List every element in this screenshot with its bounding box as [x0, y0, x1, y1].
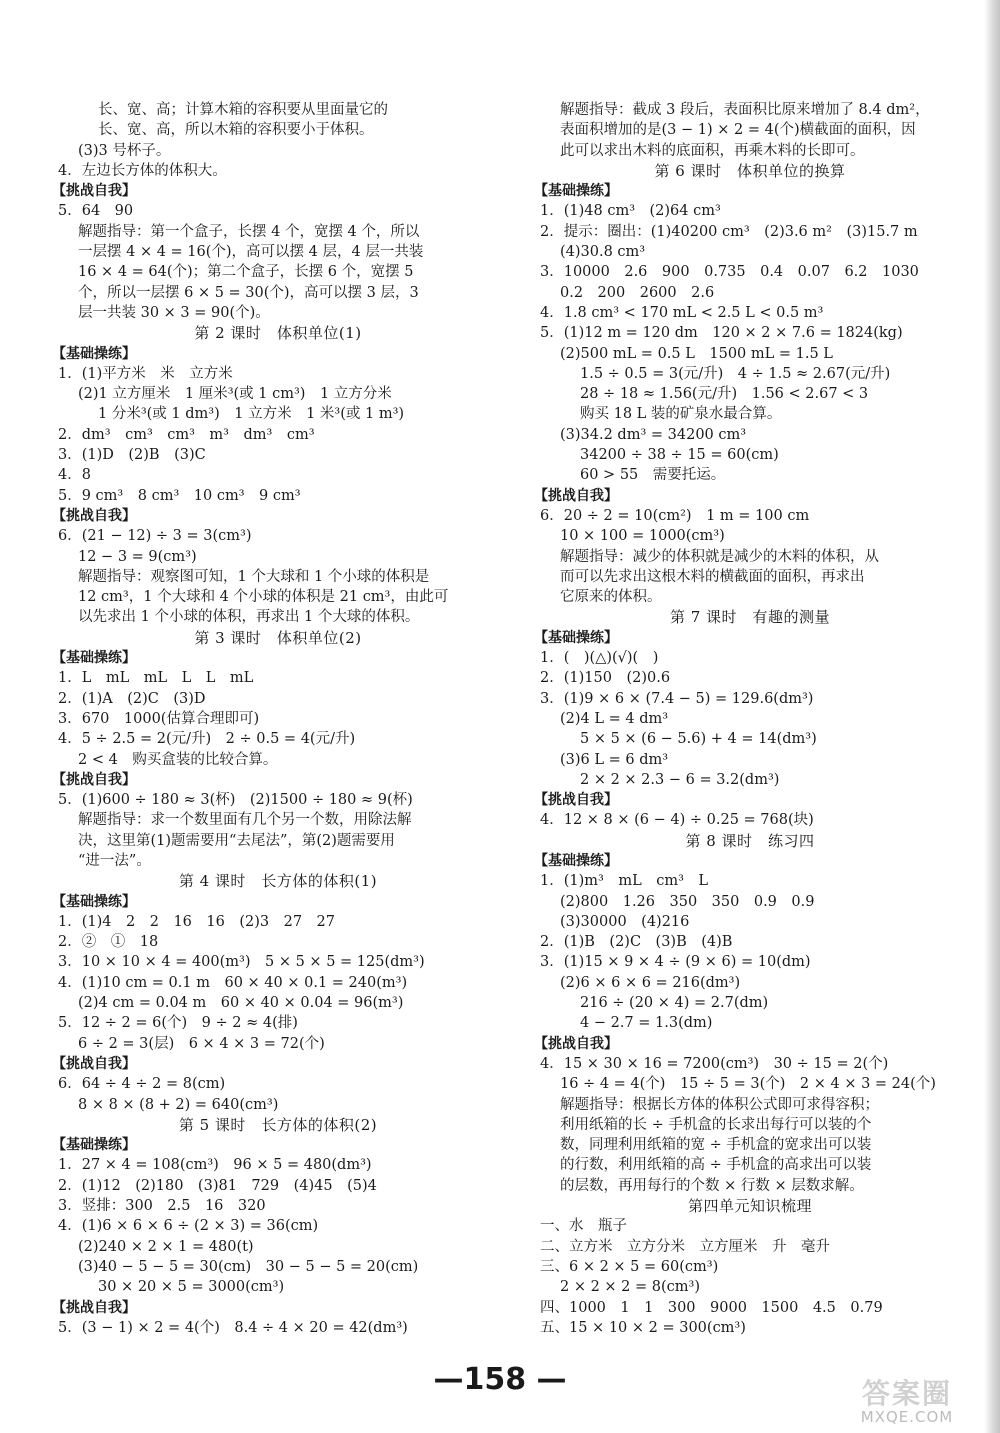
answer-line: 16 × 4 = 64(个)；第二个盒子，长摆 6 个，宽摆 5 [78, 264, 414, 281]
section-tag: 【挑战自我】 [52, 507, 136, 524]
page-number: —158 — [433, 1362, 567, 1397]
section-heading: 第 5 课时 长方体的体积(2) [178, 1115, 378, 1134]
answer-line: 表面积增加的是(3 − 1) × 2 = 4(个)横截面的面积，因 [560, 122, 916, 139]
answer-line: (2)500 mL = 0.5 L 1500 mL = 1.5 L [560, 345, 833, 362]
answer-line: 4．8 [58, 467, 91, 484]
answer-line: 长、宽、高；计算木箱的容积要从里面量它的 [98, 102, 388, 118]
answer-line: 60 > 55 需要托运。 [580, 467, 726, 484]
answer-line: 10 × 100 = 1000(cm³) [560, 528, 725, 545]
section-tag: 【挑战自我】 [52, 771, 136, 788]
answer-line: (2)6 × 6 × 6 = 216(dm³) [560, 974, 741, 991]
answer-line: (2)240 × 2 × 1 = 480(t) [78, 1238, 254, 1255]
answer-line: 一层摆 4 × 4 = 16(个)，高可以摆 4 层，4 层一共装 [78, 244, 424, 261]
answer-line: (2)800 1.26 350 350 0.9 0.9 [560, 893, 815, 910]
section-tag: 【基础操练】 [534, 183, 618, 200]
answer-line: 以先求出 1 个小球的体积，再求出 1 个大球的体积。 [78, 609, 420, 626]
answer-line: 6．20 ÷ 2 = 10(cm²) 1 m = 100 cm [540, 507, 810, 524]
answer-line: 6．(21 − 12) ÷ 3 = 3(cm³) [58, 528, 252, 545]
answer-line: 0.2 200 2600 2.6 [560, 284, 715, 301]
answer-line: 12 cm³，1 个大球和 4 个小球的体积是 21 cm³，由此可 [78, 589, 449, 606]
answer-line: 3．670 1000(估算合理即可) [58, 710, 260, 727]
answer-line: 216 ÷ (20 × 4) = 2.7(dm) [580, 995, 769, 1012]
answer-line: 5．12 ÷ 2 = 6(个) 9 ÷ 2 ≈ 4(排) [58, 1015, 298, 1032]
answer-line: 2．dm³ cm³ cm³ m³ dm³ cm³ [58, 426, 315, 443]
answer-line: 2．(1)B (2)C (3)B (4)B [540, 934, 733, 951]
answer-line: 解题指导：根据长方体的体积公式即可求得容积； [560, 1096, 879, 1113]
answer-line: 的行数，利用纸箱的高 ÷ 手机盒的高求出可以装 [560, 1157, 872, 1174]
answer-line: 层一共装 30 × 3 = 90(个)。 [78, 304, 270, 321]
answer-line: 决，这里第(1)题需要用“去尾法”，第(2)题需要用 [78, 832, 395, 849]
answer-line: 利用纸箱的长 ÷ 手机盒的长求出每行可以装的个 [560, 1116, 872, 1133]
answer-line: 此可以求出木料的底面积，再乘木料的长即可。 [560, 142, 865, 159]
answer-line: 5．9 cm³ 8 cm³ 10 cm³ 9 cm³ [58, 487, 301, 504]
answer-line: 2．提示：圈出：(1)40200 cm³ (2)3.6 m² (3)15.7 m [540, 223, 918, 240]
answer-line: 1．(1)48 cm³ (2)64 cm³ [540, 203, 721, 220]
right-column [534, 100, 960, 1338]
section-heading: 第 4 课时 长方体的体积(1) [178, 872, 378, 891]
section-heading: 第 6 课时 体积单位的换算 [654, 161, 846, 180]
section-tag: 【挑战自我】 [534, 792, 618, 809]
watermark-url: MXQE.COM [860, 1408, 954, 1426]
answer-line: 解题指导：截成 3 段后，表面积比原来增加了 8.4 dm²， [560, 102, 930, 118]
answer-line: 长、宽、高，所以木箱的容积要小于体积。 [98, 122, 374, 139]
answer-line: 6．64 ÷ 4 ÷ 2 = 8(cm) [58, 1076, 226, 1093]
section-heading: 第 7 课时 有趣的测量 [669, 608, 831, 627]
answer-line: (3)3 号杯子。 [78, 142, 171, 159]
answer-line: 6 ÷ 2 = 3(层) 6 × 4 × 3 = 72(个) [78, 1035, 325, 1052]
answer-line: 的层数，再用每行的个数 × 行数 × 层数求解。 [560, 1177, 864, 1194]
answer-line: 4．(1)10 cm = 0.1 m 60 × 40 × 0.1 = 240(m³) [58, 974, 408, 991]
answer-line: 三、6 × 2 × 5 = 60(cm³) [540, 1258, 719, 1275]
answer-line: (2)1 立方厘米 1 厘米³(或 1 cm³) 1 立方分米 [78, 386, 392, 403]
answer-line: 五、15 × 10 × 2 = 300(cm³) [540, 1319, 746, 1336]
left-column [52, 100, 498, 1338]
answer-line: 3．(1)9 × 6 × (7.4 − 5) = 129.6(dm³) [540, 690, 814, 707]
answer-line: 4．(1)6 × 6 × 6 ÷ (2 × 3) = 36(cm) [58, 1218, 319, 1235]
answer-line: (3)30000 (4)216 [560, 913, 690, 930]
section-tag: 【挑战自我】 [52, 183, 136, 200]
answer-line: 四、1000 1 1 300 9000 1500 4.5 0.79 [540, 1299, 883, 1316]
section-heading: 第 2 课时 体积单位(1) [194, 324, 362, 343]
answer-line: 1．(1)m³ mL cm³ L [540, 873, 709, 890]
answer-line: 16 ÷ 4 = 4(个) 15 ÷ 5 = 3(个) 2 × 4 × 3 = 24(个) [560, 1076, 936, 1093]
answer-line: 2．(1)A (2)C (3)D [58, 690, 206, 707]
answer-line: 1．(1)平方米 米 立方米 [58, 365, 233, 382]
answer-line: (4)30.8 cm³ [560, 244, 646, 261]
answer-line: 4．15 × 30 × 16 = 7200(cm³) 30 ÷ 15 = 2(个) [540, 1055, 889, 1072]
answer-line: 3．(1)15 × 9 × 4 ÷ (9 × 6) = 10(dm) [540, 954, 811, 971]
answer-line: 1．(1)4 2 2 16 16 (2)3 27 27 [58, 913, 336, 930]
section-tag: 【挑战自我】 [52, 1055, 136, 1072]
answer-line: 4．左边长方体的体积大。 [58, 162, 227, 179]
section-tag: 【基础操练】 [52, 893, 136, 910]
section-tag: 【挑战自我】 [534, 487, 618, 504]
answer-line: 1.5 ÷ 0.5 = 3(元/升) 4 ÷ 1.5 ≈ 2.67(元/升) [580, 365, 891, 382]
answer-line: 2．(1)12 (2)180 (3)81 729 (4)45 (5)4 [58, 1177, 377, 1194]
answer-line: 4．1.8 cm³ < 170 mL < 2.5 L < 0.5 m³ [540, 304, 824, 321]
answer-line: 4．12 × 8 × (6 − 4) ÷ 0.25 = 768(块) [540, 812, 814, 829]
answer-line: 4．5 ÷ 2.5 = 2(元/升) 2 ÷ 0.5 = 4(元/升) [58, 731, 356, 748]
section-heading: 第四单元知识梳理 [687, 1197, 812, 1216]
watermark-logo: 答案圈 [861, 1377, 952, 1410]
answer-line: 二、立方米 立方分米 立方厘米 升 毫升 [540, 1238, 830, 1255]
answer-line: “进一法”。 [78, 852, 151, 869]
answer-line: 而可以先求出这根木料的横截面的面积，再求出 [560, 568, 865, 585]
answer-line: 5．(3 − 1) × 2 = 4(个) 8.4 ÷ 4 × 20 = 42(dm³) [58, 1319, 408, 1336]
answer-line: 解题指导：求一个数里面有几个另一个数，用除法解 [78, 812, 412, 829]
answer-line: 2 × 2 × 2.3 − 6 = 3.2(dm³) [580, 771, 780, 788]
answer-line: 1 分米³(或 1 dm³) 1 立方米 1 米³(或 1 m³) [98, 406, 405, 423]
section-tag: 【挑战自我】 [52, 1299, 136, 1316]
answer-line: (2)4 cm = 0.04 m 60 × 40 × 0.04 = 96(m³) [78, 995, 404, 1012]
answer-line: 2 × 2 × 2 = 8(cm³) [560, 1279, 701, 1296]
watermark [832, 1372, 982, 1430]
answer-line: 5．64 90 [58, 203, 134, 220]
section-tag: 【基础操练】 [52, 650, 136, 667]
answer-line: 1．L mL mL L L mL [58, 670, 254, 687]
answer-line: 3．10000 2.6 900 0.735 0.4 0.07 6.2 1030 [540, 264, 919, 281]
answer-line: 1．( )(△)(√)( ) [540, 650, 659, 667]
answer-line: 数，同理利用纸箱的宽 ÷ 手机盒的宽求出可以装 [560, 1137, 872, 1154]
answer-line: (3)6 L = 6 dm³ [560, 751, 669, 768]
answer-line: 5 × 5 × (6 − 5.6) + 4 = 14(dm³) [580, 731, 817, 748]
answer-line: 3．10 × 10 × 4 = 400(m³) 5 × 5 × 5 = 125(dm³) [58, 954, 425, 971]
answer-line: 8 × 8 × (8 + 2) = 640(cm³) [78, 1096, 279, 1113]
answer-line: 购买 18 L 装的矿泉水最合算。 [580, 406, 782, 423]
answer-line: 3．(1)D (2)B (3)C [58, 447, 206, 464]
answer-line: 5．(1)600 ÷ 180 ≈ 3(杯) (2)1500 ÷ 180 ≈ 9(杯) [58, 792, 413, 809]
answer-line: 12 − 3 = 9(cm³) [78, 548, 197, 565]
answer-line: 一、水 瓶子 [540, 1218, 627, 1235]
answer-line: 34200 ÷ 38 ÷ 15 = 60(cm) [580, 447, 779, 464]
section-tag: 【挑战自我】 [534, 1035, 618, 1052]
section-heading: 第 8 课时 练习四 [685, 831, 815, 850]
answer-line: (3)34.2 dm³ = 34200 cm³ [560, 426, 747, 443]
section-tag: 【基础操练】 [534, 852, 618, 869]
answer-line: 28 ÷ 18 ≈ 1.56(元/升) 1.56 < 2.67 < 3 [580, 386, 869, 403]
answer-line: 解题指导：减少的体积就是减少的木料的体积，从 [560, 548, 879, 565]
answer-line: 它原来的体积。 [560, 589, 662, 606]
answer-line: 3．竖排：300 2.5 16 320 [58, 1198, 266, 1215]
answer-line: 解题指导：观察图可知，1 个大球和 1 个小球的体积是 [78, 568, 430, 585]
section-tag: 【基础操练】 [52, 345, 136, 362]
answer-line: (3)40 − 5 − 5 = 30(cm) 30 − 5 − 5 = 20(cm) [78, 1258, 419, 1275]
page-edge-shadow [984, 0, 1000, 1433]
answer-line: 4 − 2.7 = 1.3(dm) [580, 1015, 713, 1032]
answer-line: 1．27 × 4 = 108(cm³) 96 × 5 = 480(dm³) [58, 1157, 372, 1174]
answer-line: 2 < 4 购买盒装的比较合算。 [78, 751, 278, 768]
answer-line: 2．② ① 18 [58, 934, 159, 951]
answer-line: 30 × 20 × 5 = 3000(cm³) [98, 1279, 285, 1296]
answer-line: 2．(1)150 (2)0.6 [540, 670, 671, 687]
answer-line: 5．(1)12 m = 120 dm 120 × 2 × 7.6 = 1824(kg) [540, 325, 903, 342]
answer-line: 解题指导：第一个盒子，长摆 4 个，宽摆 4 个，所以 [78, 223, 420, 240]
section-heading: 第 3 课时 体积单位(2) [194, 628, 362, 647]
answer-line: (2)4 L = 4 dm³ [560, 710, 669, 727]
answer-line: 个，所以一层摆 6 × 5 = 30(个)，高可以摆 3 层，3 [78, 284, 419, 301]
section-tag: 【基础操练】 [534, 629, 618, 646]
section-tag: 【基础操练】 [52, 1137, 136, 1154]
